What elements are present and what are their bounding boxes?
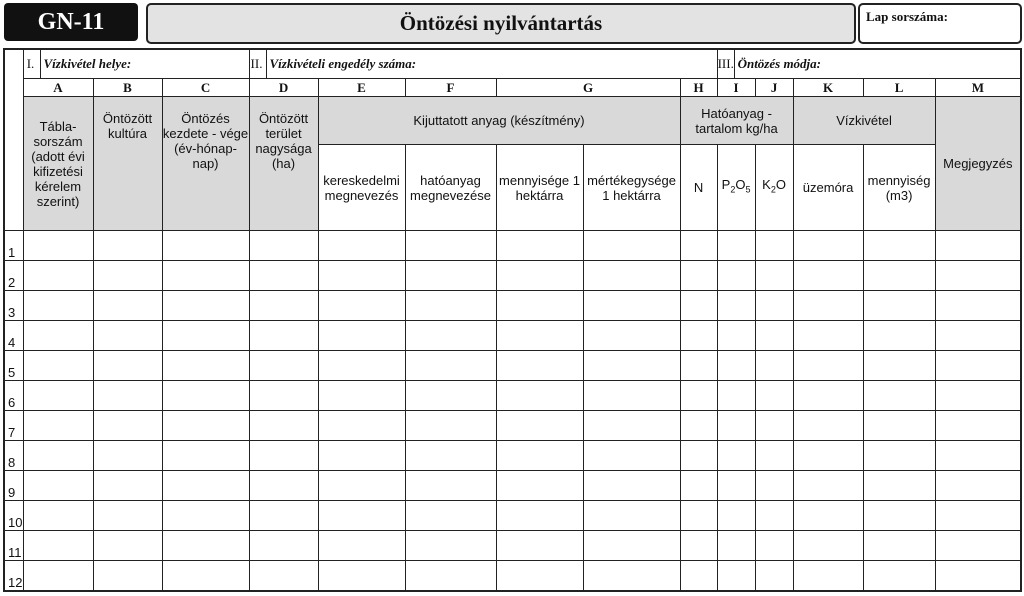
col-letter-g: G [496,79,680,97]
cell-table-number[interactable] [23,561,93,592]
cell-crop[interactable] [93,381,162,411]
table-row [4,531,1021,561]
cell-active-ingredient[interactable] [405,411,496,441]
cell-irrigation-period[interactable] [162,351,249,381]
row-number: 6 [4,381,23,411]
header-operating-hours: üzemóra [793,145,863,231]
header-trade-name: kereskedelmi megnevezés [318,145,405,231]
cell-unit-per-ha[interactable] [583,531,680,561]
header-irrigation-period: Öntözés kezdete - vége (év-hónap-nap) [162,97,249,231]
cell-operating-hours[interactable] [793,471,863,501]
cell-active-ingredient[interactable] [405,561,496,592]
col-letter-k: K [793,79,863,97]
header-irrigated-area: Öntözött terület nagysága (ha) [249,97,318,231]
cell-quantity-per-ha[interactable] [496,291,583,321]
cell-irrigation-period[interactable] [162,471,249,501]
cell-remarks[interactable] [935,291,1021,321]
table-row [4,381,1021,411]
cell-remarks[interactable] [935,381,1021,411]
cell-active-ingredient[interactable] [405,321,496,351]
cell-table-number[interactable] [23,351,93,381]
cell-nitrogen[interactable] [680,561,717,592]
table-row [4,411,1021,441]
table-row [4,231,1021,261]
cell-nitrogen[interactable] [680,321,717,351]
cell-irrigation-period[interactable] [162,381,249,411]
row-number: 4 [4,321,23,351]
form-code: GN-11 [4,3,138,41]
cell-phosphorus[interactable] [717,291,755,321]
cell-operating-hours[interactable] [793,561,863,592]
cell-remarks[interactable] [935,531,1021,561]
cell-unit-per-ha[interactable] [583,381,680,411]
cell-quantity-per-ha[interactable] [496,561,583,592]
row-number: 3 [4,291,23,321]
cell-trade-name[interactable] [318,351,405,381]
cell-quantity-per-ha[interactable] [496,501,583,531]
row-number: 7 [4,411,23,441]
header-active-content: Hatóanyag - tartalom kg/ha [680,97,793,145]
col-letter-d: D [249,79,318,97]
cell-nitrogen[interactable] [680,291,717,321]
cell-operating-hours[interactable] [793,381,863,411]
page-number-box[interactable] [858,3,1022,44]
cell-water-quantity[interactable] [863,351,935,381]
col-letter-e: E [318,79,405,97]
cell-unit-per-ha[interactable] [583,471,680,501]
header-water-quantity: mennyiség (m3) [863,145,935,231]
cell-irrigated-area[interactable] [249,261,318,291]
cell-potassium[interactable] [755,411,793,441]
cell-remarks[interactable] [935,501,1021,531]
cell-table-number[interactable] [23,471,93,501]
cell-crop[interactable] [93,261,162,291]
irrigation-record-table [3,48,1022,592]
cell-active-ingredient[interactable] [405,261,496,291]
cell-phosphorus[interactable] [717,351,755,381]
cell-phosphorus[interactable] [717,411,755,441]
cell-irrigated-area[interactable] [249,441,318,471]
cell-operating-hours[interactable] [793,531,863,561]
table-row [4,321,1021,351]
cell-remarks[interactable] [935,411,1021,441]
cell-nitrogen[interactable] [680,441,717,471]
cell-potassium[interactable] [755,501,793,531]
row-number: 9 [4,471,23,501]
cell-potassium[interactable] [755,321,793,351]
cell-nitrogen[interactable] [680,501,717,531]
cell-operating-hours[interactable] [793,231,863,261]
col-letter-i: I [717,79,755,97]
cell-potassium[interactable] [755,381,793,411]
cell-irrigation-period[interactable] [162,531,249,561]
cell-trade-name[interactable] [318,441,405,471]
cell-table-number[interactable] [23,261,93,291]
cell-phosphorus[interactable] [717,231,755,261]
table-row [4,351,1021,381]
cell-water-quantity[interactable] [863,231,935,261]
page-title: Öntözési nyilvántartás [146,3,856,44]
cell-water-quantity[interactable] [863,291,935,321]
cell-crop[interactable] [93,531,162,561]
row-number: 11 [4,531,23,561]
header-table-number: Tábla-sorszám (adott évi kifizetési kérelem szerint) [23,97,93,231]
cell-phosphorus[interactable] [717,381,755,411]
cell-nitrogen[interactable] [680,411,717,441]
header-active-ingredient: hatóanyag megnevezése [405,145,496,231]
col-letter-f: F [405,79,496,97]
table-row [4,561,1021,592]
cell-potassium[interactable] [755,531,793,561]
table-row [4,501,1021,531]
cell-trade-name[interactable] [318,501,405,531]
col-letter-l: L [863,79,935,97]
cell-irrigated-area[interactable] [249,471,318,501]
cell-operating-hours[interactable] [793,321,863,351]
cell-remarks[interactable] [935,231,1021,261]
cell-crop[interactable] [93,321,162,351]
header-water-withdrawal: Vízkivétel [793,97,935,145]
cell-irrigation-period[interactable] [162,441,249,471]
cell-table-number[interactable] [23,531,93,561]
cell-unit-per-ha[interactable] [583,291,680,321]
cell-active-ingredient[interactable] [405,231,496,261]
cell-trade-name[interactable] [318,471,405,501]
cell-unit-per-ha[interactable] [583,501,680,531]
cell-crop[interactable] [93,291,162,321]
cell-unit-per-ha[interactable] [583,351,680,381]
row-number: 12 [4,561,23,592]
header-quantity-per-ha: mennyisége 1 hektárra [496,145,583,231]
cell-remarks[interactable] [935,351,1021,381]
cell-operating-hours[interactable] [793,291,863,321]
cell-active-ingredient[interactable] [405,441,496,471]
cell-irrigated-area[interactable] [249,321,318,351]
cell-operating-hours[interactable] [793,441,863,471]
cell-remarks[interactable] [935,261,1021,291]
cell-irrigated-area[interactable] [249,351,318,381]
cell-active-ingredient[interactable] [405,291,496,321]
cell-quantity-per-ha[interactable] [496,381,583,411]
cell-operating-hours[interactable] [793,501,863,531]
col-letter-c: C [162,79,249,97]
section-irrigation-method[interactable]: III. Öntözés módja: [717,49,1021,79]
cell-irrigated-area[interactable] [249,231,318,261]
cell-potassium[interactable] [755,291,793,321]
cell-table-number[interactable] [23,291,93,321]
cell-active-ingredient[interactable] [405,471,496,501]
cell-irrigated-area[interactable] [249,381,318,411]
cell-crop[interactable] [93,471,162,501]
cell-potassium[interactable] [755,471,793,501]
cell-table-number[interactable] [23,321,93,351]
cell-table-number[interactable] [23,381,93,411]
cell-irrigation-period[interactable] [162,411,249,441]
cell-nitrogen[interactable] [680,231,717,261]
row-number: 5 [4,351,23,381]
cell-active-ingredient[interactable] [405,351,496,381]
cell-trade-name[interactable] [318,261,405,291]
table-row [4,471,1021,501]
row-number: 1 [4,231,23,261]
cell-potassium[interactable] [755,561,793,592]
cell-trade-name[interactable] [318,291,405,321]
cell-remarks[interactable] [935,471,1021,501]
cell-trade-name[interactable] [318,381,405,411]
cell-active-ingredient[interactable] [405,531,496,561]
corner-cell [4,49,23,231]
cell-irrigation-period[interactable] [162,561,249,592]
cell-irrigated-area[interactable] [249,561,318,592]
cell-water-quantity[interactable] [863,471,935,501]
cell-table-number[interactable] [23,441,93,471]
cell-phosphorus[interactable] [717,261,755,291]
header-unit-per-ha: mértékegysége 1 hektárra [583,145,680,231]
cell-irrigated-area[interactable] [249,501,318,531]
cell-table-number[interactable] [23,231,93,261]
header-nitrogen: N [680,145,717,231]
cell-unit-per-ha[interactable] [583,561,680,592]
header-crop: Öntözött kultúra [93,97,162,231]
cell-operating-hours[interactable] [793,411,863,441]
col-letter-j: J [755,79,793,97]
cell-nitrogen[interactable] [680,471,717,501]
col-letter-m: M [935,79,1021,97]
cell-phosphorus[interactable] [717,501,755,531]
cell-remarks[interactable] [935,561,1021,592]
cell-crop[interactable] [93,411,162,441]
cell-table-number[interactable] [23,411,93,441]
cell-irrigation-period[interactable] [162,231,249,261]
cell-nitrogen[interactable] [680,351,717,381]
cell-water-quantity[interactable] [863,411,935,441]
header-remarks: Megjegyzés [935,97,1021,231]
cell-irrigated-area[interactable] [249,291,318,321]
cell-active-ingredient[interactable] [405,501,496,531]
cell-crop[interactable] [93,561,162,592]
cell-quantity-per-ha[interactable] [496,411,583,441]
cell-irrigation-period[interactable] [162,321,249,351]
cell-irrigated-area[interactable] [249,411,318,441]
cell-operating-hours[interactable] [793,351,863,381]
cell-irrigation-period[interactable] [162,261,249,291]
cell-quantity-per-ha[interactable] [496,531,583,561]
cell-water-quantity[interactable] [863,441,935,471]
cell-trade-name[interactable] [318,231,405,261]
row-number: 2 [4,261,23,291]
cell-water-quantity[interactable] [863,321,935,351]
cell-unit-per-ha[interactable] [583,231,680,261]
cell-potassium[interactable] [755,351,793,381]
cell-quantity-per-ha[interactable] [496,261,583,291]
cell-operating-hours[interactable] [793,261,863,291]
cell-nitrogen[interactable] [680,531,717,561]
cell-crop[interactable] [93,441,162,471]
section-water-source[interactable]: I. Vízkivétel helye: [23,49,249,79]
table-row [4,441,1021,471]
col-letter-b: B [93,79,162,97]
cell-irrigated-area[interactable] [249,531,318,561]
cell-water-quantity[interactable] [863,561,935,592]
cell-phosphorus[interactable] [717,471,755,501]
cell-nitrogen[interactable] [680,261,717,291]
col-letter-a: A [23,79,93,97]
cell-phosphorus[interactable] [717,561,755,592]
section-permit-number[interactable]: II. Vízkivételi engedély száma: [249,49,717,79]
cell-crop[interactable] [93,231,162,261]
cell-water-quantity[interactable] [863,531,935,561]
cell-crop[interactable] [93,501,162,531]
cell-trade-name[interactable] [318,411,405,441]
row-number: 10 [4,501,23,531]
cell-water-quantity[interactable] [863,381,935,411]
cell-phosphorus[interactable] [717,531,755,561]
header-phosphorus: $P_2O_5$ [717,145,755,231]
cell-remarks[interactable] [935,441,1021,471]
cell-nitrogen[interactable] [680,381,717,411]
cell-water-quantity[interactable] [863,501,935,531]
table-row [4,261,1021,291]
cell-crop[interactable] [93,351,162,381]
cell-unit-per-ha[interactable] [583,261,680,291]
cell-remarks[interactable] [935,321,1021,351]
cell-quantity-per-ha[interactable] [496,441,583,471]
cell-irrigation-period[interactable] [162,501,249,531]
header-applied-material: Kijuttatott anyag (készítmény) [318,97,680,145]
cell-quantity-per-ha[interactable] [496,471,583,501]
cell-quantity-per-ha[interactable] [496,231,583,261]
cell-trade-name[interactable] [318,321,405,351]
cell-trade-name[interactable] [318,531,405,561]
cell-potassium[interactable] [755,231,793,261]
cell-unit-per-ha[interactable] [583,321,680,351]
row-number: 8 [4,441,23,471]
cell-table-number[interactable] [23,501,93,531]
cell-potassium[interactable] [755,261,793,291]
page-number-label: Lap sorszáma: [866,9,948,24]
table-row [4,291,1021,321]
cell-phosphorus[interactable] [717,441,755,471]
cell-quantity-per-ha[interactable] [496,351,583,381]
cell-unit-per-ha[interactable] [583,411,680,441]
cell-water-quantity[interactable] [863,261,935,291]
cell-active-ingredient[interactable] [405,381,496,411]
header-potassium: $K_2O$ [755,145,793,231]
cell-irrigation-period[interactable] [162,291,249,321]
cell-quantity-per-ha[interactable] [496,321,583,351]
cell-unit-per-ha[interactable] [583,441,680,471]
cell-trade-name[interactable] [318,561,405,592]
cell-phosphorus[interactable] [717,321,755,351]
cell-potassium[interactable] [755,441,793,471]
col-letter-h: H [680,79,717,97]
